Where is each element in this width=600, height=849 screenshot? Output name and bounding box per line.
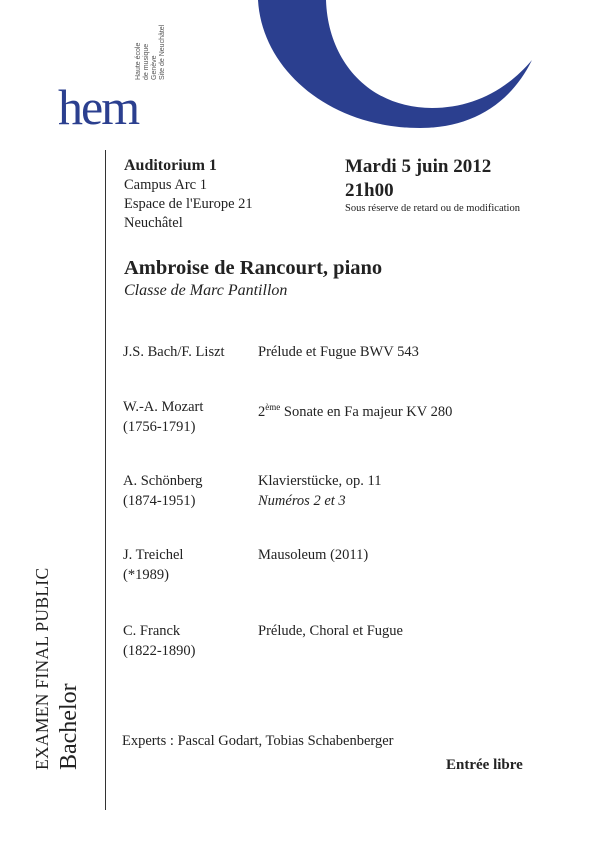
piece-ordinal: ème — [265, 402, 281, 412]
composer-name: A. Schönberg — [123, 473, 203, 489]
composer-dates: (1822-1890) — [123, 643, 196, 659]
institution-line-1: Haute école — [135, 42, 142, 80]
institution-line-4: Site de Neuchâtel — [159, 24, 166, 80]
composer-name: C. Franck — [123, 623, 181, 639]
piece-title: Prélude, Choral et Fugue — [258, 623, 403, 639]
program-piece-2 — [258, 397, 452, 422]
entry-free: Entrée libre — [446, 757, 523, 773]
venue-line-3: Neuchâtel — [124, 215, 183, 231]
program-piece-1 — [258, 342, 419, 362]
experts-line: Experts : Pascal Godart, Tobias Schabenberger — [122, 733, 394, 749]
exam-title: EXAMEN FINAL PUBLIC — [32, 567, 52, 770]
program-piece-5 — [258, 621, 403, 641]
piece-number: 2 — [258, 403, 266, 420]
piece-subtitle: Numéros 2 et 3 — [258, 493, 346, 509]
institution-line-3: Genève — [151, 55, 158, 80]
event-time: 21h00 — [345, 180, 394, 201]
hem-logo: hem — [58, 79, 139, 135]
program-composer-3 — [123, 471, 202, 511]
composer-name: J. Treichel — [123, 547, 184, 563]
program-composer-1 — [123, 342, 225, 362]
program-composer-4 — [123, 545, 183, 585]
institution-line-2: de musique — [143, 43, 150, 80]
event-note: Sous réserve de retard ou de modification — [345, 203, 520, 214]
composer-name: W.-A. Mozart — [123, 399, 204, 415]
piece-title: Mausoleum (2011) — [258, 547, 369, 563]
venue-hall: Auditorium 1 — [124, 157, 217, 174]
venue-line-2: Espace de l'Europe 21 — [124, 196, 253, 212]
piece-title: Prélude et Fugue BWV 543 — [258, 344, 419, 360]
date-block — [345, 155, 491, 203]
piece-title — [258, 397, 452, 422]
exam-level: Bachelor — [56, 683, 82, 770]
composer-dates: (*1989) — [123, 567, 169, 583]
event-date: Mardi 5 juin 2012 — [345, 156, 492, 177]
program-composer-5 — [123, 621, 196, 661]
composer-name: J.S. Bach/F. Liszt — [123, 344, 225, 360]
piece-title: Klavierstücke, op. 11 — [258, 473, 382, 489]
performer-class: Classe de Marc Pantillon — [124, 282, 288, 299]
vertical-rule — [105, 150, 106, 810]
program-piece-3 — [258, 471, 381, 511]
performer-name: Ambroise de Rancourt, piano — [124, 257, 383, 279]
program-composer-2 — [123, 397, 203, 437]
venue-block — [124, 156, 253, 233]
composer-dates: (1874-1951) — [123, 493, 196, 509]
piece-name: Sonate en Fa majeur KV 280 — [280, 403, 453, 420]
composer-dates: (1756-1791) — [123, 419, 196, 435]
program-piece-4 — [258, 545, 368, 565]
venue-line-1: Campus Arc 1 — [124, 177, 207, 193]
exam-label — [30, 568, 84, 770]
